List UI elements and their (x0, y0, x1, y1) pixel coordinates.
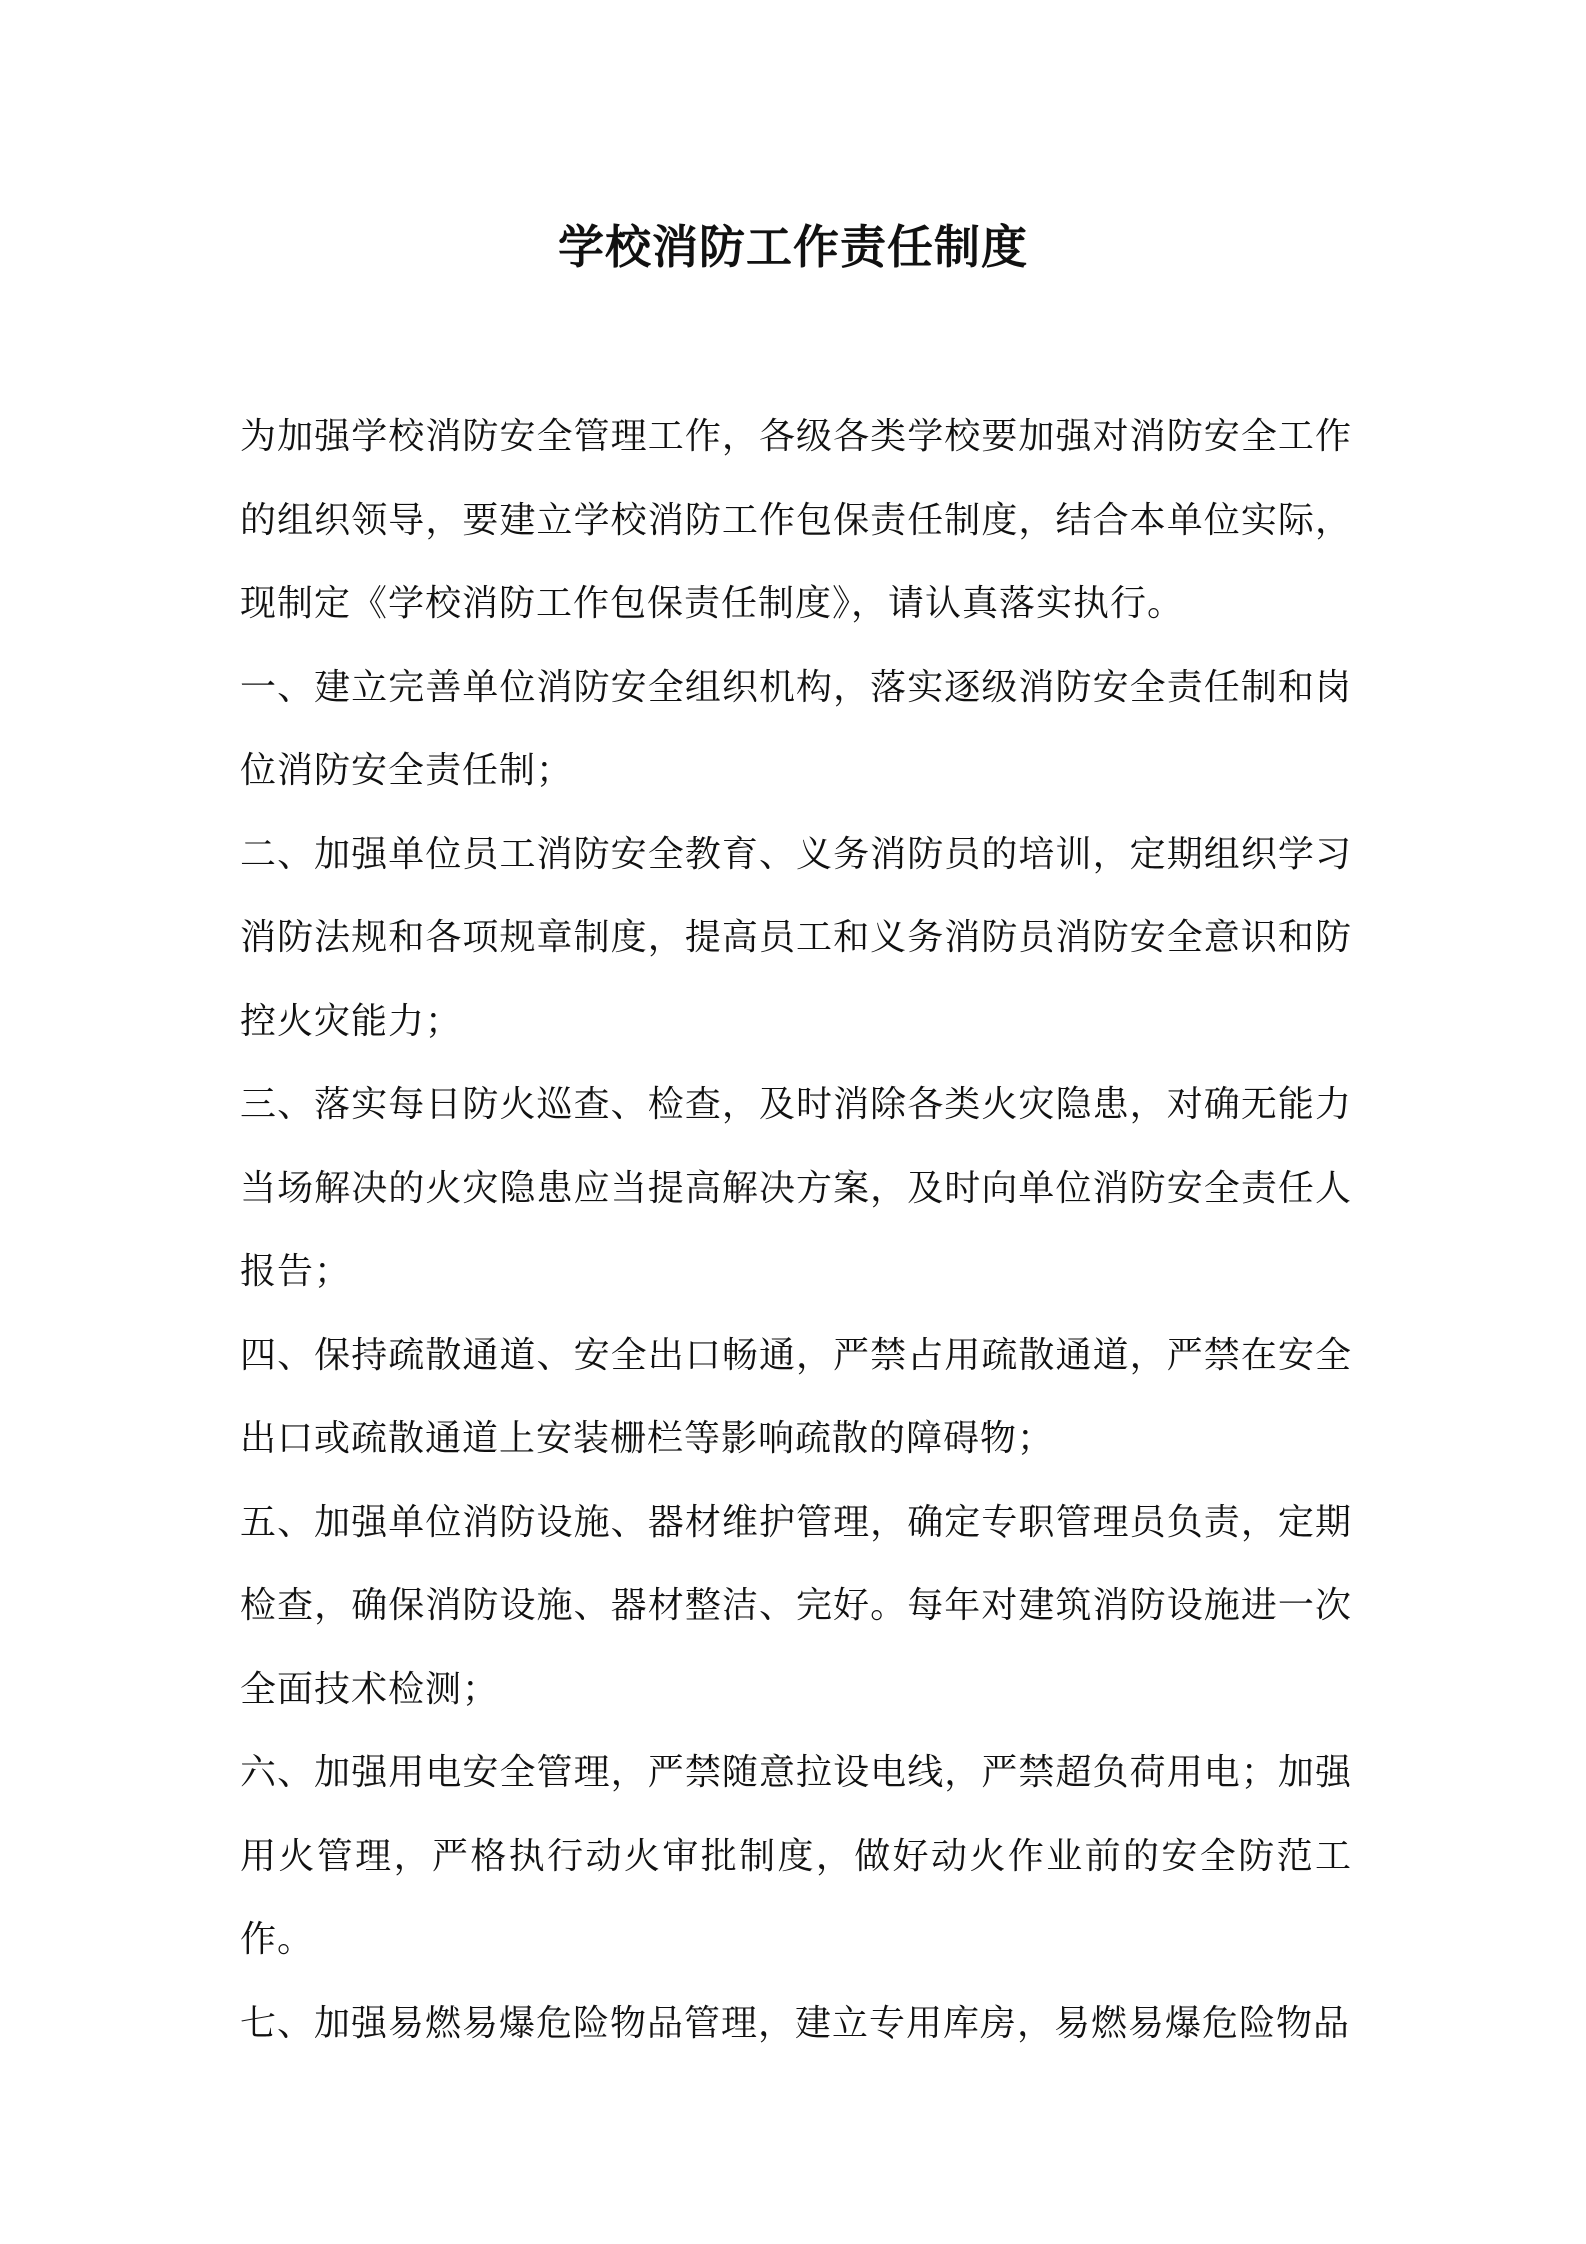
clause-2: 二、加强单位员工消防安全教育、义务消防员的培训，定期组织学习消防法规和各项规章制度，提高员工和义务消防员消防安全意识和防控火灾能力； (240, 833, 1352, 1042)
document-body (240, 395, 1352, 2065)
clause-4: 四、保持疏散通道、安全出口畅通，严禁占用疏散通道，严禁在安全出口或疏散通道上安装栅栏等影响疏散的障碍物； (240, 1334, 1352, 1459)
clause-3: 三、落实每日防火巡查、检查，及时消除各类火灾隐患，对确无能力当场解决的火灾隐患应当提高解决方案，及时向单位消防安全责任人报告； (240, 1084, 1352, 1292)
intro-paragraph: 为加强学校消防安全管理工作，各级各类学校要加强对消防安全工作的组织领导，要建立学校消防工作包保责任制度，结合本单位实际，现制定《学校消防工作包保责任制度》，请认真落实执行。 (240, 416, 1352, 624)
document-title: 学校消防工作责任制度 (558, 220, 1028, 274)
clause-5: 五、加强单位消防设施、器材维护管理，确定专职管理员负责，定期检查，确保消防设施、器材整洁、完好。每年对建筑消防设施进一次全面技术检测； (240, 1501, 1352, 1710)
clause-6: 六、加强用电安全管理，严禁随意拉设电线，严禁超负荷用电；加强用火管理，严格执行动火审批制度，做好动火作业前的安全防范工作。 (240, 1752, 1352, 1960)
clause-7: 七、加强易燃易爆危险物品管理，建立专用库房，易燃易爆危险物品 (240, 2002, 1351, 2044)
clause-1: 一、建立完善单位消防安全组织机构，落实逐级消防安全责任制和岗位消防安全责任制； (240, 666, 1352, 791)
